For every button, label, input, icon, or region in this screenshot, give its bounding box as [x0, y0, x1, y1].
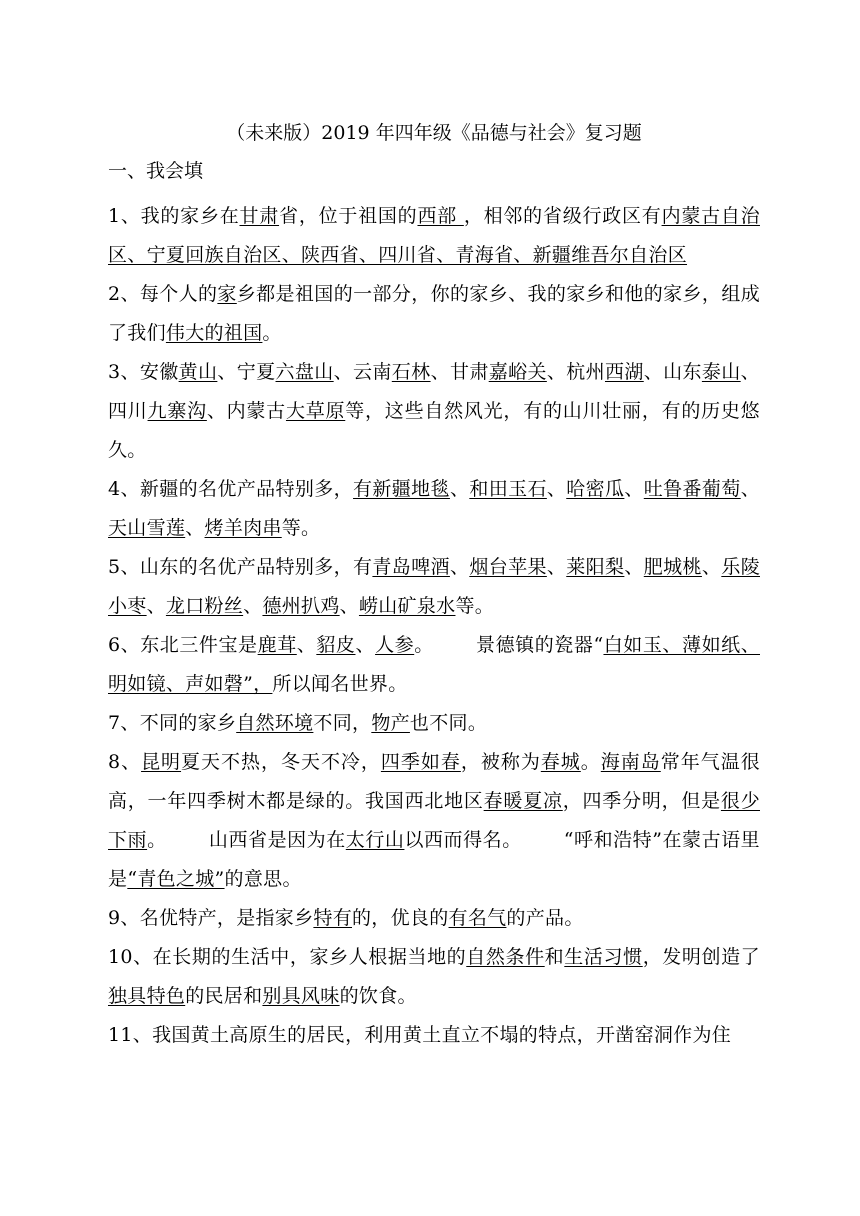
- question-text: 10、在长期的生活中，家乡人根据当地的: [108, 946, 467, 968]
- answer-text: 石林: [391, 361, 431, 383]
- answer-text: “青色之城”: [127, 868, 225, 890]
- answer-text: 六盘山: [275, 361, 334, 383]
- question-text: 、: [185, 517, 205, 539]
- question-text: 、: [355, 634, 376, 656]
- answer-text: 甘肃: [239, 205, 280, 227]
- answer-text: 很少下雨: [108, 790, 760, 851]
- question-text: 乡都是祖国的一部分，你的家乡、我的家乡和他的家乡，组成了我们: [108, 283, 760, 344]
- answer-text: 鹿茸: [257, 634, 297, 656]
- answer-text: 烟台苹果: [469, 556, 547, 578]
- question-text: 夏天不热，冬天不冷，: [181, 751, 381, 773]
- question-text: 、四川: [108, 361, 760, 422]
- question-text: ，相邻的省级行政区有: [463, 205, 662, 227]
- question-text: ，发明创造了: [642, 946, 760, 968]
- answer-text: 有名气: [448, 907, 507, 929]
- question-text: ，四季分明，但是: [562, 790, 721, 812]
- question-text: 11、我国黄土高原生的居民，利用黄土直立不塌的特点，开凿窑洞作为住: [108, 1024, 732, 1046]
- question-text: 、: [701, 556, 722, 578]
- question-text: 。: [262, 322, 282, 344]
- question-text: “呼和浩特”在蒙古语里是: [108, 829, 760, 890]
- question-text: 8、: [108, 751, 142, 773]
- answer-text: 内蒙古自治区、宁夏回族自治区、陕西省、四川省、青海省、新疆维吾尔自治区: [108, 205, 760, 266]
- question-text: 也不同。: [409, 712, 488, 734]
- question-text: 、杭州: [546, 361, 605, 383]
- answer-text: 特有: [313, 907, 352, 929]
- question-text: 常年气温很高，一年四季树木都是绿的。我国西北地区: [108, 751, 761, 812]
- question-text: 。: [147, 829, 167, 851]
- question-text: 1、我的家乡在: [108, 205, 240, 227]
- question-text: 6、东北三件宝是: [108, 634, 258, 656]
- answer-text: 崂山矿泉水: [358, 595, 456, 617]
- answer-text: 龙口粉丝: [165, 595, 244, 617]
- answer-text: 哈密瓜: [566, 478, 625, 500]
- question-text: 所以闻名世界。: [272, 673, 408, 695]
- answer-text: 白如玉、薄如纸、明如镜、声如磬”，: [108, 634, 760, 695]
- question-text: 的民居和: [185, 985, 263, 1007]
- answer-text: 九寨沟: [147, 400, 207, 422]
- answer-text: 貂皮: [316, 634, 356, 656]
- answer-text: 人参: [375, 634, 415, 656]
- question-text: 、: [339, 595, 359, 617]
- answer-text: 伟大的祖国: [165, 322, 263, 344]
- section-heading: 一、我会填: [108, 160, 204, 182]
- answer-text: 别具风味: [262, 985, 340, 1007]
- question-text: 4、新疆的名优产品特别多，: [108, 478, 354, 500]
- answer-text: 肥城桃: [643, 556, 702, 578]
- question-item: [108, 275, 760, 353]
- answer-text: 烤羊肉串: [204, 517, 282, 539]
- answer-text: 莱阳梨: [566, 556, 625, 578]
- answer-text: 嘉峪关: [488, 361, 547, 383]
- question-item: [108, 353, 760, 470]
- answer-text: 青岛啤酒: [372, 556, 450, 578]
- question-text: 山西省是因为在: [208, 829, 346, 851]
- answer-text: 黄山: [178, 361, 218, 383]
- question-text: 、: [624, 478, 644, 500]
- answer-text: 自然环境: [236, 712, 314, 734]
- answer-text: 春暖夏凉: [483, 790, 563, 812]
- question-text: 、山东: [643, 361, 702, 383]
- question-text: 、云南: [333, 361, 392, 383]
- question-item: [108, 938, 760, 1016]
- question-text: 的饮食。: [339, 985, 417, 1007]
- question-text: 3、安徽: [108, 361, 179, 383]
- question-text: 、: [546, 556, 567, 578]
- question-item: [108, 548, 760, 626]
- question-text: 、: [296, 634, 317, 656]
- answer-text: 和田玉石: [469, 478, 547, 500]
- question-text: 、内蒙古: [206, 400, 286, 422]
- question-item: [108, 743, 760, 899]
- answer-text: 独具特色: [108, 985, 186, 1007]
- question-item: [108, 197, 760, 275]
- answer-text: 自然条件: [466, 946, 545, 968]
- question-text: 不同，: [313, 712, 372, 734]
- question-text: 7、不同的家乡: [108, 712, 237, 734]
- question-text: 、: [146, 595, 166, 617]
- question-text: 等。: [455, 595, 495, 617]
- answer-text: 大草原: [285, 400, 346, 422]
- question-text: 9、名优特产，是指家乡: [108, 907, 314, 929]
- question-text: 的意思。: [224, 868, 302, 890]
- answer-text: 昆明: [141, 751, 182, 773]
- question-text: 、: [624, 556, 644, 578]
- question-text: 。: [414, 634, 434, 656]
- answer-text: 西部: [417, 205, 464, 227]
- answer-text: 太行山: [345, 829, 405, 851]
- question-text: 2、每个人的: [108, 283, 218, 305]
- question-text: 、: [449, 556, 470, 578]
- question-text: 和: [544, 946, 565, 968]
- question-text: 、: [449, 478, 470, 500]
- answer-text: 泰山: [701, 361, 741, 383]
- question-text: 、: [243, 595, 263, 617]
- answer-text: 生活习惯: [564, 946, 643, 968]
- question-list: [108, 197, 760, 1055]
- answer-text: 四季如春: [380, 751, 461, 773]
- question-text: ，被称为: [460, 751, 541, 773]
- answer-text: 有新疆地毯: [353, 478, 450, 500]
- question-item: [108, 704, 760, 743]
- question-text: 省，位于祖国的: [279, 205, 418, 227]
- question-text: 等，这些自然风光，有的山川壮丽，有的历史悠久。: [108, 400, 760, 461]
- document-title: （未来版）2019 年四年级《品德与社会》复习题: [226, 122, 642, 144]
- question-item: [108, 1016, 760, 1055]
- answer-text: 天山雪莲: [108, 517, 186, 539]
- answer-text: 吐鲁番葡萄: [643, 478, 741, 500]
- question-text: 、: [546, 478, 567, 500]
- answer-text: 西湖: [604, 361, 644, 383]
- question-text: 等。: [281, 517, 321, 539]
- answer-text: 物产: [371, 712, 410, 734]
- question-item: [108, 626, 760, 704]
- question-text: 以西而得名。: [404, 829, 522, 851]
- question-text: 的产品。: [506, 907, 584, 929]
- question-text: 。: [580, 751, 601, 773]
- answer-text: 春城: [540, 751, 581, 773]
- question-text: 、宁夏: [217, 361, 276, 383]
- question-text: 、: [740, 478, 760, 500]
- question-text: 的，优良的: [352, 907, 449, 929]
- question-text: 、甘肃: [430, 361, 489, 383]
- answer-text: 德州扒鸡: [262, 595, 340, 617]
- question-item: [108, 470, 760, 548]
- answer-text: 家: [217, 283, 237, 305]
- answer-text: 乐陵小枣: [108, 556, 760, 617]
- question-text: 景德镇的瓷器“: [475, 634, 604, 656]
- question-text: 5、山东的名优产品特别多，有: [108, 556, 373, 578]
- answer-text: 海南岛: [600, 751, 661, 773]
- question-item: [108, 899, 760, 938]
